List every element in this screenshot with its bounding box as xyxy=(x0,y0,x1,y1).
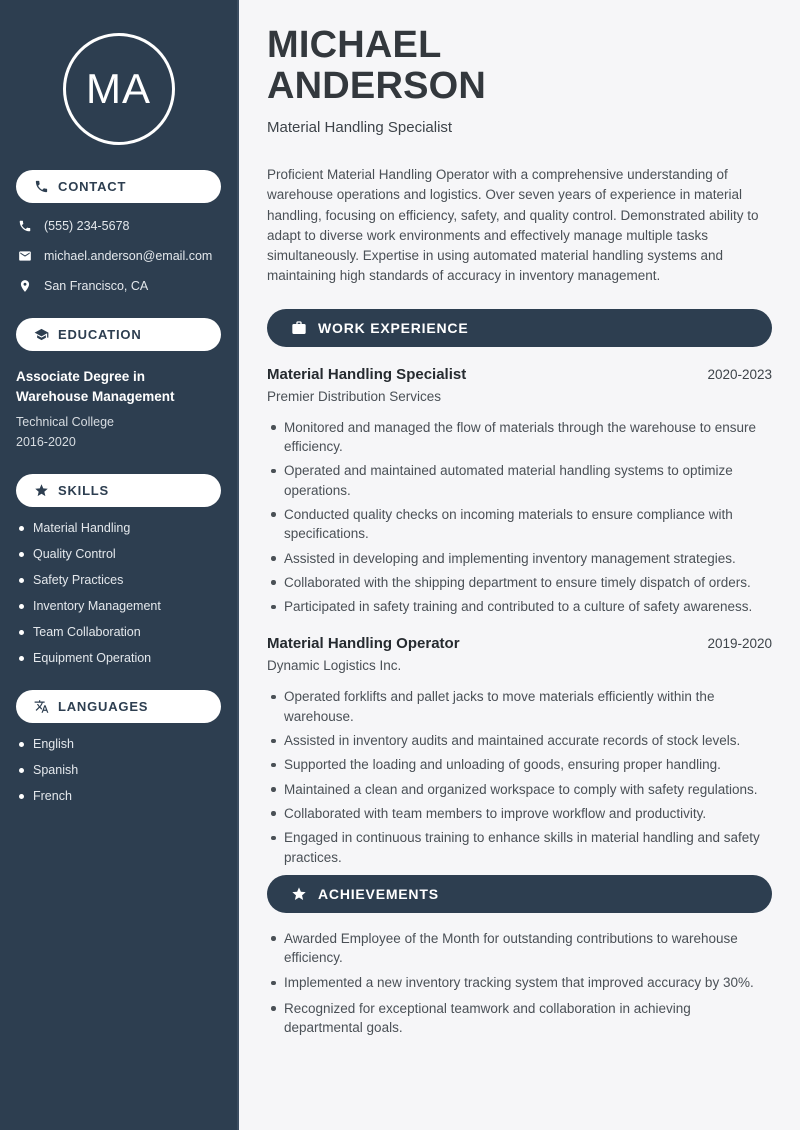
contact-location-row xyxy=(0,279,237,293)
achievements-heading: ACHIEVEMENTS xyxy=(318,885,439,902)
job-header xyxy=(267,635,772,652)
work-experience-section-header xyxy=(267,309,772,347)
job-bullet: Operated and maintained automated material handling systems to optimize operations. xyxy=(267,461,772,500)
skill-item: Inventory Management xyxy=(0,599,237,613)
language-item: French xyxy=(0,789,237,803)
main-content xyxy=(239,0,800,1130)
achievements-section-header xyxy=(267,875,772,913)
person-title: Material Handling Specialist xyxy=(267,119,453,136)
job-bullet: Assisted in inventory audits and maintained accurate records of stock levels. xyxy=(267,731,772,750)
star-icon xyxy=(291,886,307,902)
contact-email-row xyxy=(0,249,237,263)
job-bullet: Engaged in continuous training to enhance skills in material handling and safety practices. xyxy=(267,828,772,867)
education-degree: Associate Degree in Warehouse Management xyxy=(16,369,175,404)
sidebar xyxy=(0,0,239,1130)
achievements-list xyxy=(267,929,772,1037)
email-icon xyxy=(18,249,32,263)
job-bullet: Participated in safety training and contributed to a culture of safety awareness. xyxy=(267,597,772,616)
job-header xyxy=(267,366,772,383)
location-value: San Francisco, CA xyxy=(44,279,149,293)
job-bullet: Supported the loading and unloading of goods, ensuring proper handling. xyxy=(267,755,772,774)
job-bullet: Monitored and managed the flow of materials through the warehouse to ensure efficiency. xyxy=(267,418,772,457)
phone-value: (555) 234-5678 xyxy=(44,219,130,233)
achievement-bullet: Implemented a new inventory tracking system that improved accuracy by 30%. xyxy=(267,973,772,992)
work-experience-heading: WORK EXPERIENCE xyxy=(318,319,469,336)
achievement-bullet: Awarded Employee of the Month for outstanding contributions to warehouse efficiency. xyxy=(267,929,772,968)
graduation-cap-icon xyxy=(34,327,49,342)
skills-section-header xyxy=(16,474,221,507)
job-title: Material Handling Operator xyxy=(267,635,460,653)
job-dates: 2019-2020 xyxy=(707,636,772,652)
job-bullet: Maintained a clean and organized workspace to comply with safety regulations. xyxy=(267,780,772,799)
education-entry xyxy=(0,351,237,449)
phone-icon xyxy=(18,219,32,233)
summary-paragraph: Proficient Material Handling Operator with a comprehensive understanding of warehouse operations and logistics. Over seven years of experience in material handling, focusing on efficiency, safety, and quality control. Demonstrated ability to adapt to diverse work environments and effectively manage multiple tasks simultaneously. Expertise in using automated material handling systems and maintaining high standards of accuracy in inventory management. xyxy=(267,167,759,284)
job-bullet: Assisted in developing and implementing inventory management strategies. xyxy=(267,549,772,568)
skill-item: Safety Practices xyxy=(0,573,237,587)
education-heading: EDUCATION xyxy=(58,327,142,342)
skill-item: Team Collaboration xyxy=(0,625,237,639)
email-value: michael.anderson@email.com xyxy=(44,249,213,263)
job-dates: 2020-2023 xyxy=(707,366,772,382)
star-icon xyxy=(34,483,49,498)
contact-section-header xyxy=(16,170,221,203)
translate-icon xyxy=(34,699,49,714)
skill-item: Material Handling xyxy=(0,521,237,535)
skill-item: Equipment Operation xyxy=(0,651,237,665)
skill-item: Quality Control xyxy=(0,547,237,561)
job-company: Premier Distribution Services xyxy=(267,388,442,404)
language-item: Spanish xyxy=(0,763,237,777)
achievement-bullet: Recognized for exceptional teamwork and collaboration in achieving departmental goals. xyxy=(267,999,772,1038)
phone-icon xyxy=(34,179,49,194)
skills-heading: SKILLS xyxy=(58,483,110,498)
first-name: MICHAEL xyxy=(267,24,442,66)
briefcase-icon xyxy=(291,320,307,336)
job-bullet: Conducted quality checks on incoming materials to ensure compliance with specifications. xyxy=(267,505,772,544)
job-company: Dynamic Logistics Inc. xyxy=(267,658,402,674)
job-title: Material Handling Specialist xyxy=(267,365,467,383)
job-bullet: Collaborated with the shipping department to ensure timely dispatch of orders. xyxy=(267,573,772,592)
education-years: 2016-2020 xyxy=(16,435,76,449)
contact-heading: CONTACT xyxy=(58,179,127,194)
job-bullet: Collaborated with team members to improve workflow and productivity. xyxy=(267,804,772,823)
job-bullet-list xyxy=(267,418,772,617)
education-section-header xyxy=(16,318,221,351)
languages-heading: LANGUAGES xyxy=(58,699,149,714)
languages-section-header xyxy=(16,690,221,723)
languages-list xyxy=(0,737,237,803)
location-pin-icon xyxy=(18,279,32,293)
avatar xyxy=(63,33,175,145)
education-school: Technical College xyxy=(16,415,114,429)
contact-list xyxy=(0,219,237,293)
job-bullet-list xyxy=(267,687,772,866)
avatar-initials: MA xyxy=(86,65,151,112)
skills-list xyxy=(0,521,237,665)
last-name: ANDERSON xyxy=(267,65,487,107)
person-name xyxy=(267,25,772,107)
language-item: English xyxy=(0,737,237,751)
job-bullet: Operated forklifts and pallet jacks to move materials efficiently within the warehouse. xyxy=(267,687,772,726)
contact-phone-row xyxy=(0,219,237,233)
